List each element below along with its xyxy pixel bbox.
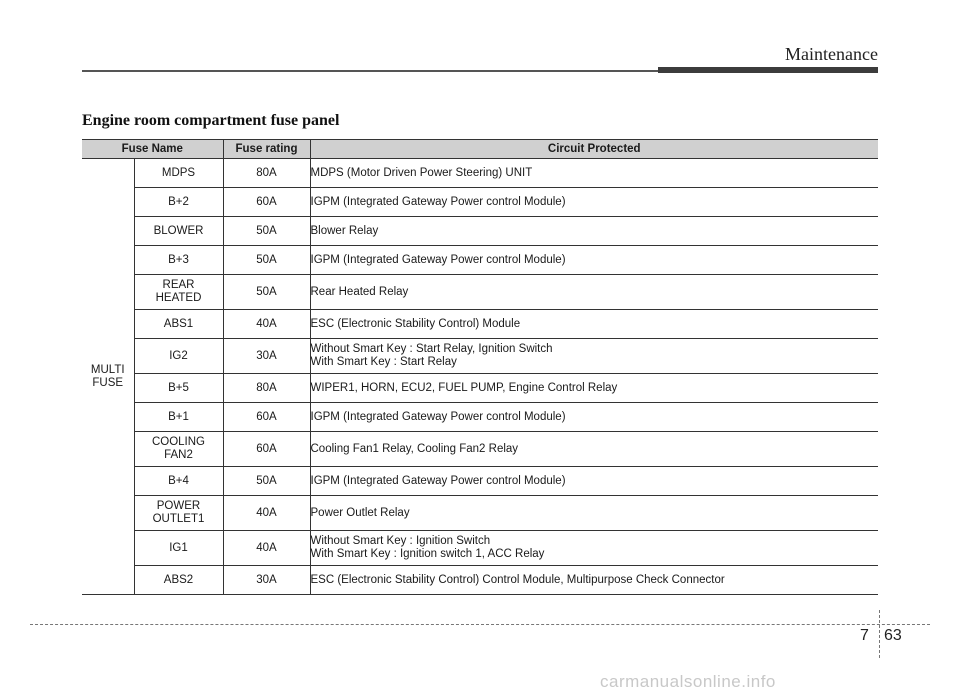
circuit-protected: Without Smart Key : Ignition Switch With Smart Key : Ignition switch 1, ACC Relay — [310, 535, 545, 560]
table-row — [82, 496, 878, 531]
circuit-protected: IGPM (Integrated Gateway Power control Module) — [310, 410, 566, 423]
table-row — [82, 310, 878, 339]
fuse-group-label — [82, 159, 134, 595]
circuit-protected-cell — [310, 159, 878, 188]
table-row — [82, 246, 878, 275]
circuit-protected: ESC (Electronic Stability Control) Module — [310, 317, 521, 330]
circuit-protected: ESC (Electronic Stability Control) Control Module, Multipurpose Check Connector — [310, 573, 725, 586]
fuse-name: B+1 — [168, 410, 189, 423]
fuse-rating: 30A — [223, 566, 310, 595]
circuit-protected-cell — [310, 275, 878, 310]
fuse-rating: 80A — [223, 374, 310, 403]
circuit-protected-cell — [310, 339, 878, 374]
fuse-name: COOLING FAN2 — [151, 436, 206, 461]
table-row — [82, 531, 878, 566]
fuse-name-cell — [134, 374, 223, 403]
fuse-rating: 50A — [223, 275, 310, 310]
fuse-rating: 50A — [223, 246, 310, 275]
circuit-protected-cell — [310, 496, 878, 531]
fuse-name: MDPS — [161, 166, 196, 179]
fuse-name-cell — [134, 467, 223, 496]
circuit-protected: MDPS (Motor Driven Power Steering) UNIT — [310, 166, 533, 179]
fuse-name-cell — [134, 275, 223, 310]
fuse-name-cell — [134, 217, 223, 246]
fuse-name-cell — [134, 531, 223, 566]
circuit-protected-cell — [310, 246, 878, 275]
fuse-name: IG2 — [169, 349, 188, 362]
table-row — [82, 432, 878, 467]
table-row — [82, 275, 878, 310]
table-row — [82, 403, 878, 432]
page-number: 63 — [884, 627, 902, 644]
fuse-name: ABS1 — [163, 317, 194, 330]
table-row — [82, 374, 878, 403]
circuit-protected: Rear Heated Relay — [310, 285, 409, 298]
fuse-table-body — [82, 159, 878, 595]
circuit-protected: Cooling Fan1 Relay, Cooling Fan2 Relay — [310, 442, 519, 455]
circuit-protected-cell — [310, 403, 878, 432]
fuse-rating: 60A — [223, 403, 310, 432]
col-header-circuit-protected: Circuit Protected — [310, 140, 878, 159]
fuse-name-cell — [134, 246, 223, 275]
circuit-protected: IGPM (Integrated Gateway Power control Module) — [310, 474, 566, 487]
table-row — [82, 188, 878, 217]
fuse-name: B+4 — [168, 474, 189, 487]
circuit-protected: IGPM (Integrated Gateway Power control Module) — [310, 253, 566, 266]
table-row — [82, 217, 878, 246]
fuse-rating: 40A — [223, 531, 310, 566]
circuit-protected: WIPER1, HORN, ECU2, FUEL PUMP, Engine Control Relay — [310, 381, 618, 394]
fuse-rating: 50A — [223, 467, 310, 496]
circuit-protected-cell — [310, 531, 878, 566]
fuse-name-cell — [134, 310, 223, 339]
page-heading: Engine room compartment fuse panel — [82, 112, 340, 129]
fuse-name: B+2 — [168, 195, 189, 208]
circuit-protected-cell — [310, 188, 878, 217]
footer-divider — [879, 610, 880, 658]
circuit-protected-cell — [310, 217, 878, 246]
fuse-rating: 40A — [223, 310, 310, 339]
section-title: Maintenance — [785, 44, 878, 64]
circuit-protected-cell — [310, 310, 878, 339]
table-row — [82, 467, 878, 496]
footer-rule — [30, 624, 930, 625]
header-rule — [82, 70, 662, 72]
fuse-name-cell — [134, 432, 223, 467]
col-header-fuse-rating: Fuse rating — [223, 140, 310, 159]
fuse-name: ABS2 — [163, 573, 194, 586]
fuse-rating: 60A — [223, 188, 310, 217]
circuit-protected: Power Outlet Relay — [310, 506, 410, 519]
circuit-protected-cell — [310, 467, 878, 496]
fuse-name-cell — [134, 339, 223, 374]
table-row — [82, 159, 878, 188]
fuse-rating: 30A — [223, 339, 310, 374]
fuse-name: IG1 — [169, 541, 188, 554]
circuit-protected-cell — [310, 566, 878, 595]
fuse-rating: 50A — [223, 217, 310, 246]
fuse-name: B+5 — [168, 381, 189, 394]
fuse-name: B+3 — [168, 253, 189, 266]
circuit-protected: Without Smart Key : Start Relay, Ignition Switch With Smart Key : Start Relay — [310, 343, 553, 368]
circuit-protected: IGPM (Integrated Gateway Power control Module) — [310, 195, 566, 208]
circuit-protected-cell — [310, 374, 878, 403]
fuse-name-cell — [134, 496, 223, 531]
table-row — [82, 566, 878, 595]
fuse-rating: 60A — [223, 432, 310, 467]
fuse-name-cell — [134, 159, 223, 188]
fuse-name: POWER OUTLET1 — [152, 500, 205, 525]
fuse-rating: 80A — [223, 159, 310, 188]
fuse-rating: 40A — [223, 496, 310, 531]
fuse-name-cell — [134, 403, 223, 432]
table-row — [82, 339, 878, 374]
circuit-protected: Blower Relay — [310, 224, 379, 237]
fuse-table — [82, 139, 878, 595]
watermark: carmanualsonline.info — [600, 672, 776, 691]
fuse-name: BLOWER — [153, 224, 204, 237]
header-rule-accent — [658, 67, 878, 73]
fuse-name: REAR HEATED — [155, 279, 202, 304]
circuit-protected-cell — [310, 432, 878, 467]
fuse-name-cell — [134, 188, 223, 217]
col-header-fuse-name: Fuse Name — [82, 140, 223, 159]
fuse-group-text: MULTI FUSE — [90, 363, 125, 389]
fuse-name-cell — [134, 566, 223, 595]
table-header-row — [82, 140, 878, 159]
chapter-number: 7 — [860, 627, 869, 644]
